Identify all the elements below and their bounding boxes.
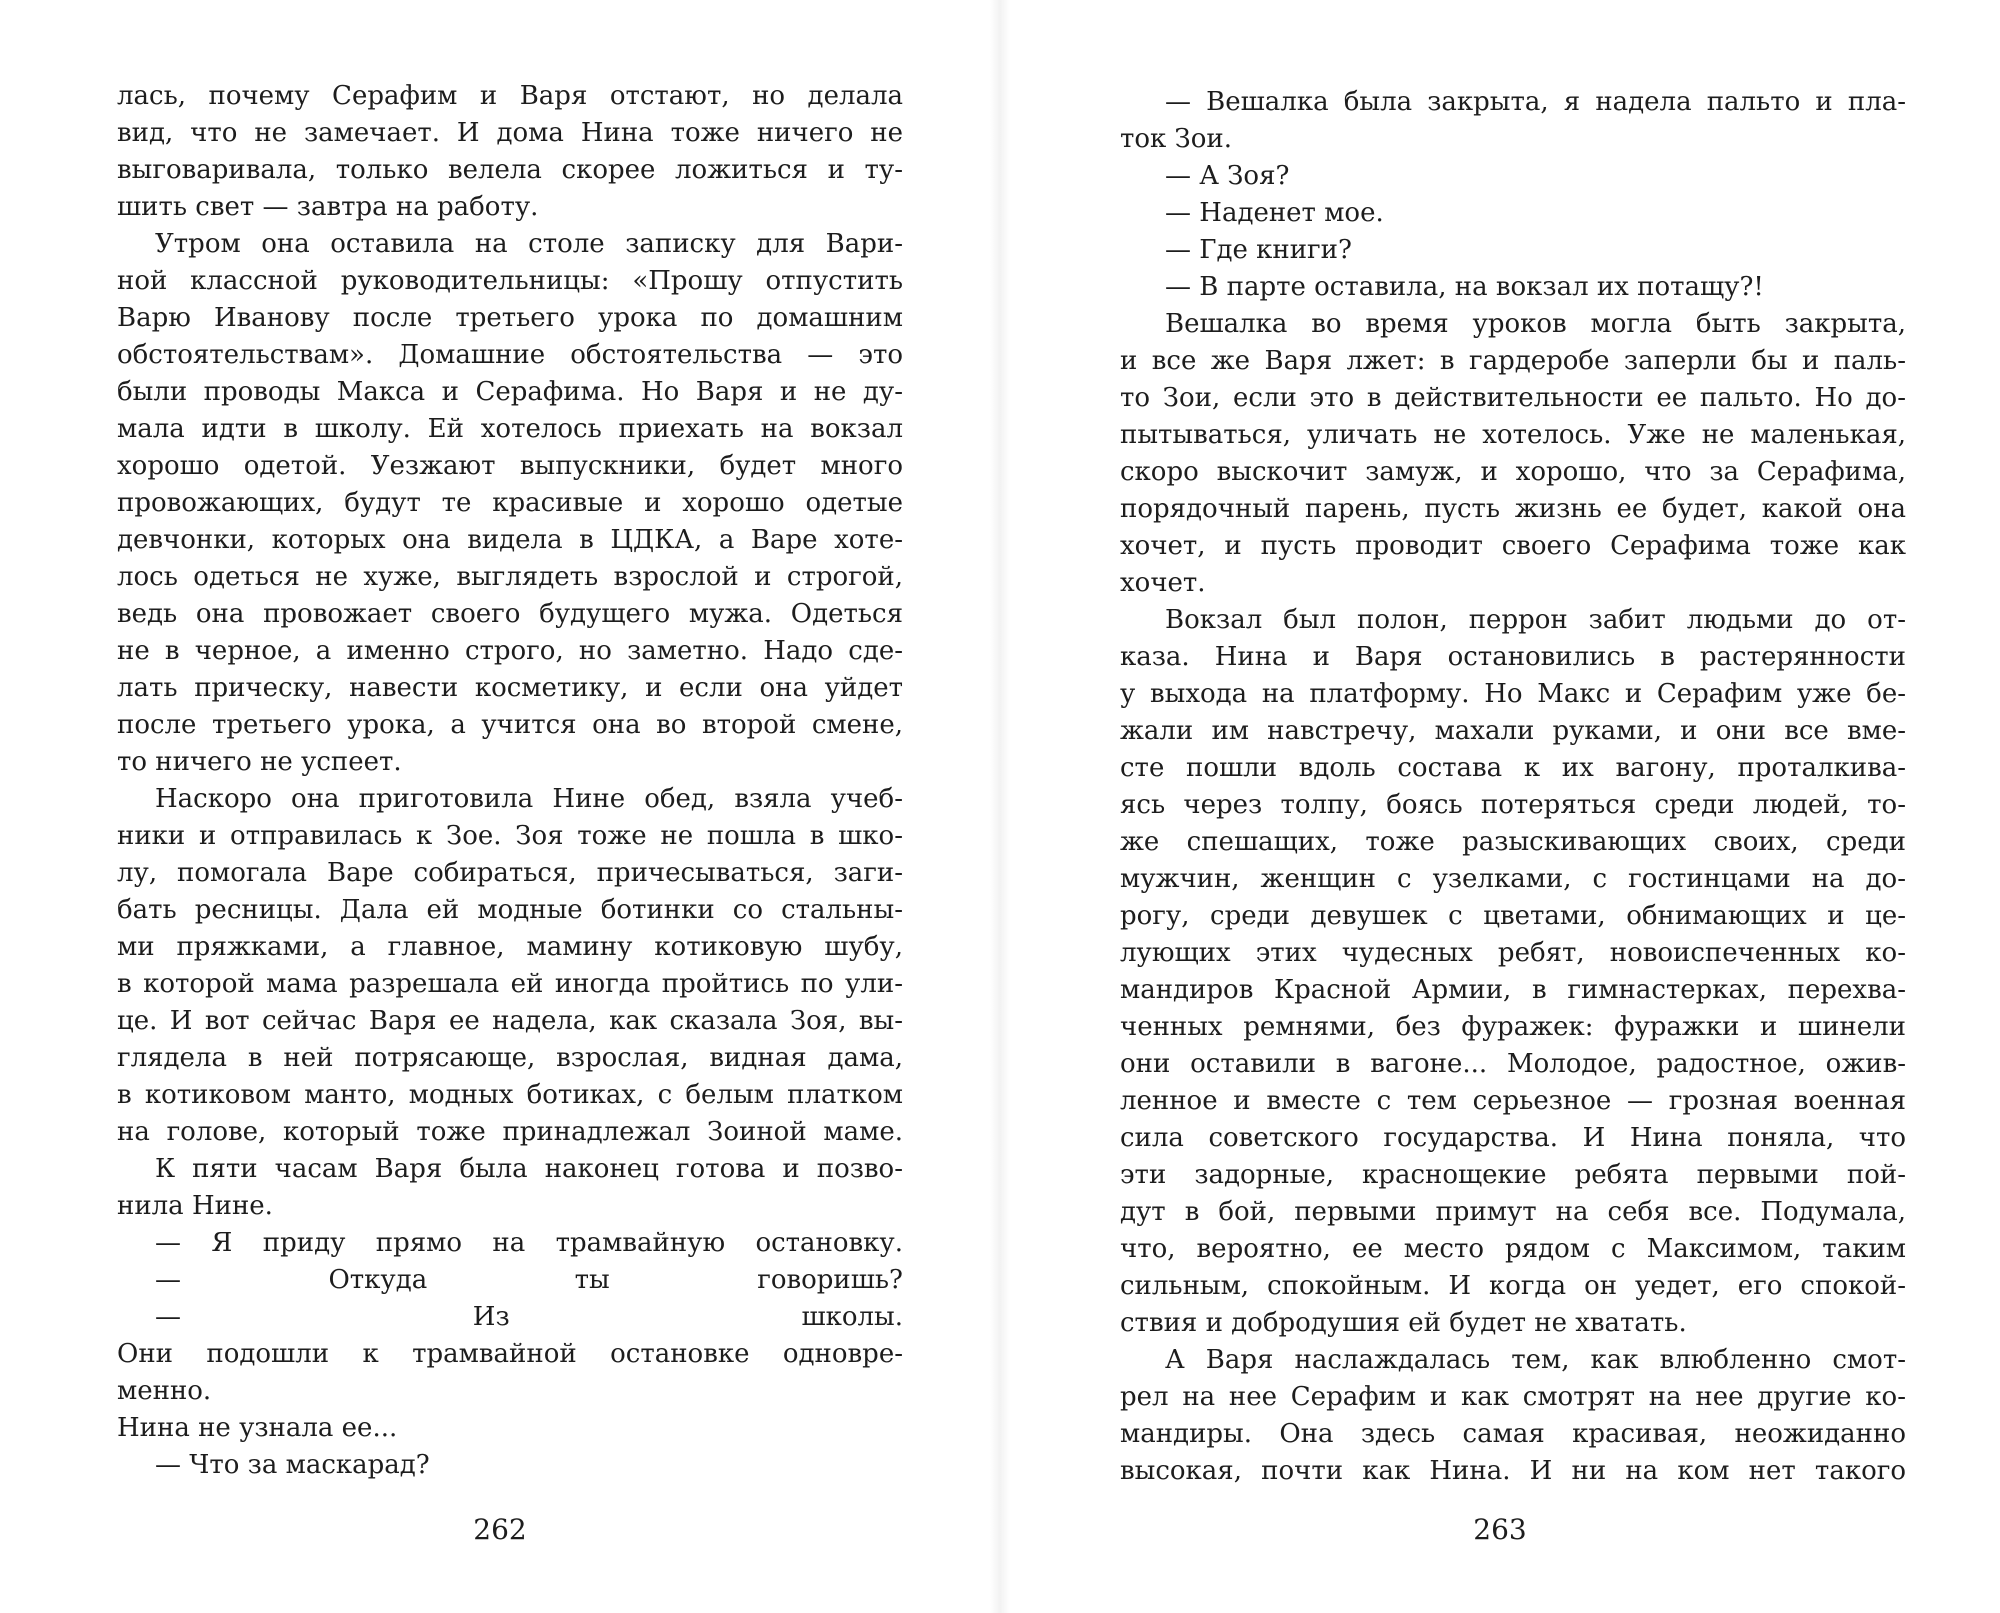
text-line: Вокзал был полон, перрон забит людьми до от- [1165, 605, 1906, 635]
text-line: ченных ремнями, без фуражек: фуражки и шинели [1120, 1012, 1906, 1042]
text-line: после третьего урока, а учится она во второй смене, [117, 710, 903, 740]
text-line: ми пряжками, а главное, мамину котиковую шубу, [117, 932, 903, 962]
right-page [1000, 0, 2000, 1613]
text-line: ведь она провожает своего будущего мужа. Одеться [117, 599, 903, 629]
text-line: — Вешалка была закрыта, я надела пальто и пла- [1165, 87, 1906, 117]
text-line: что, вероятно, ее место рядом с Максимом, таким [1120, 1234, 1906, 1264]
text-line: жали им навстречу, махали руками, и они все вме- [1120, 716, 1906, 746]
text-line: и все же Варя лжет: в гардеробе заперли бы и паль- [1120, 346, 1906, 376]
text-line: сильным, спокойным. И когда он уедет, его спокой- [1120, 1271, 1906, 1301]
text-line: мала идти в школу. Ей хотелось приехать на вокзал [117, 414, 903, 444]
text-line: сила советского государства. И Нина поняла, что [1120, 1123, 1906, 1153]
text-line: в которой мама разрешала ей иногда пройтись по ули- [117, 969, 903, 999]
text-line: — Я приду прямо на трамвайную остановку. [155, 1228, 903, 1258]
text-line: Варю Иванову после третьего урока по домашним [117, 303, 903, 333]
text-line: лось одеться не хуже, выглядеть взрослой и строгой, [117, 562, 903, 592]
text-line: скоро выскочит замуж, и хорошо, что за Серафима, [1120, 457, 1906, 487]
text-line: вид, что не замечает. И дома Нина тоже ничего не [117, 118, 903, 148]
text-line: мужчин, женщин с узелками, с гостинцами на до- [1120, 864, 1906, 894]
text-line: хорошо одетой. Уезжают выпускники, будет много [117, 451, 903, 481]
text-line: пытываться, уличать не хотелось. Уже не маленькая, [1120, 420, 1906, 450]
text-line: ясь через толпу, боясь потеряться среди людей, то- [1120, 790, 1906, 820]
text-line: ток Зои. [1120, 124, 1232, 154]
text-line: лать прическу, навести косметику, и если она уйдет [117, 673, 903, 703]
text-line: рогу, среди девушек с цветами, обнимающих и це- [1120, 901, 1906, 931]
text-line: Вешалка во время уроков могла быть закрыта, [1165, 309, 1906, 339]
text-line: мандиров Красной Армии, в гимнастерках, перехва- [1120, 975, 1906, 1005]
text-line: на голове, который тоже принадлежал Зоиной маме. [117, 1117, 903, 1147]
text-line: нила Нине. [117, 1191, 273, 1221]
text-line: хочет, и пусть проводит своего Серафима тоже как [1120, 531, 1906, 561]
text-line: обстоятельствам». Домашние обстоятельства — это [117, 340, 903, 370]
text-line: то Зои, если это в действительности ее пальто. Но до- [1120, 383, 1906, 413]
text-line: — Из школы. [155, 1302, 903, 1332]
text-line: шить свет — завтра на работу. [117, 192, 539, 222]
text-line: ствия и добродушия ей будет не хватать. [1120, 1308, 1687, 1338]
text-line: каза. Нина и Варя остановились в растерянности [1120, 642, 1906, 672]
text-line: же спешащих, тоже разыскивающих своих, среди [1120, 827, 1906, 857]
text-line: сте пошли вдоль состава к их вагону, проталкива- [1120, 753, 1906, 783]
text-line: эти задорные, краснощекие ребята первыми пой- [1120, 1160, 1906, 1190]
text-line: це. И вот сейчас Варя ее надела, как сказала Зоя, вы- [117, 1006, 903, 1036]
text-line: ники и отправилась к Зое. Зоя тоже не пошла в шко- [117, 821, 903, 851]
text-line: провожающих, будут те красивые и хорошо одетые [117, 488, 903, 518]
text-line: — В парте оставила, на вокзал их потащу?! [1165, 272, 1764, 302]
text-line: были проводы Макса и Серафима. Но Варя и не ду- [117, 377, 903, 407]
text-line: девчонки, которых она видела в ЦДКА, а Варе хоте- [117, 525, 903, 555]
text-line: Утром она оставила на столе записку для Вари- [155, 229, 903, 259]
text-line: у выхода на платформу. Но Макс и Серафим уже бе- [1120, 679, 1906, 709]
text-line: Нина не узнала ее... [117, 1413, 398, 1443]
text-line: хочет. [1120, 568, 1206, 598]
page-number: 262 [473, 1513, 527, 1546]
text-line: порядочный парень, пусть жизнь ее будет, какой она [1120, 494, 1906, 524]
text-line: высокая, почти как Нина. И ни на ком нет такого [1120, 1456, 1906, 1486]
text-line: — Наденет мое. [1165, 198, 1384, 228]
text-line: А Варя наслаждалась тем, как влюбленно смот- [1165, 1345, 1906, 1375]
text-line: Они подошли к трамвайной остановке одновре- [117, 1339, 903, 1369]
text-line: менно. [117, 1376, 212, 1406]
text-line: рел на нее Серафим и как смотрят на нее другие ко- [1120, 1382, 1906, 1412]
text-line: бать ресницы. Дала ей модные ботинки со стальны- [117, 895, 903, 925]
text-line: лующих этих чудесных ребят, новоиспеченных ко- [1120, 938, 1906, 968]
text-line: выговаривала, только велела скорее ложиться и ту- [117, 155, 903, 185]
text-line: ленное и вместе с тем серьезное — грозная военная [1120, 1086, 1906, 1116]
text-line: лу, помогала Варе собираться, причесываться, заги- [117, 858, 903, 888]
text-line: дут в бой, первыми примут на себя все. Подумала, [1120, 1197, 1906, 1227]
text-line: то ничего не успеет. [117, 747, 402, 777]
text-line: — Что за маскарад? [155, 1450, 430, 1480]
text-line: ной классной руководительницы: «Прошу отпустить [117, 266, 903, 296]
text-line: глядела в ней потрясающе, взрослая, видная дама, [117, 1043, 903, 1073]
text-line: не в черное, а именно строго, но заметно. Надо сде- [117, 636, 903, 666]
text-line: они оставили в вагоне... Молодое, радостное, ожив- [1120, 1049, 1906, 1079]
text-line: лась, почему Серафим и Варя отстают, но делала [117, 81, 903, 111]
text-line: — Где книги? [1165, 235, 1352, 265]
page-number: 263 [1473, 1513, 1527, 1546]
text-line: мандиры. Она здесь самая красивая, неожиданно [1120, 1419, 1906, 1449]
text-line: — А Зоя? [1165, 161, 1290, 191]
text-line: — Откуда ты говоришь? [155, 1265, 903, 1295]
text-line: Наскоро она приготовила Нине обед, взяла учеб- [155, 784, 903, 814]
text-line: К пяти часам Варя была наконец готова и позво- [155, 1154, 903, 1184]
text-line: в котиковом манто, модных ботиках, с белым платком [117, 1080, 903, 1110]
